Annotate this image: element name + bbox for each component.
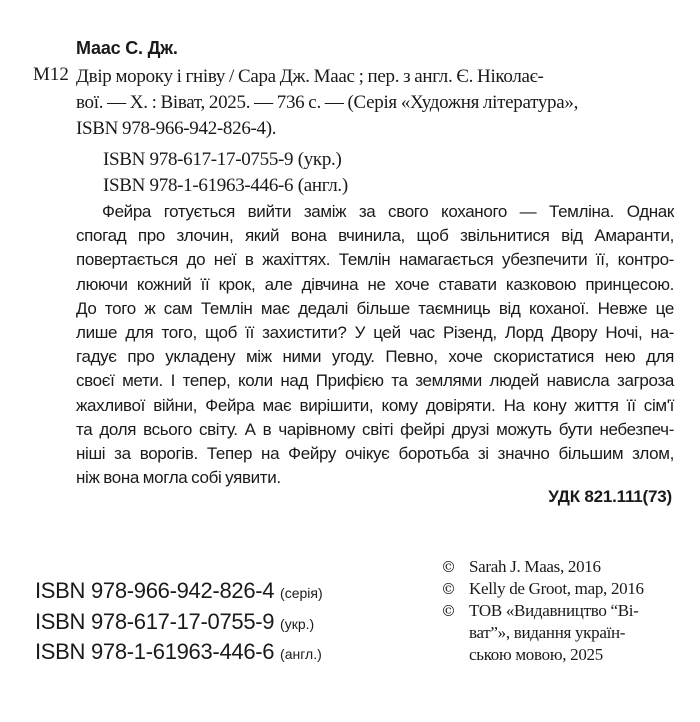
copyright-continuation: ською мовою, 2025 [469, 645, 603, 664]
copyright-icon: © [441, 580, 456, 598]
isbn-number: ISBN 978-1-61963-446-6 [35, 639, 275, 664]
copyright-icon: © [441, 558, 456, 576]
annotation-line: своєї мети. І тепер, коли над Прифією та землями людей нависла загроза [76, 371, 674, 391]
copyright-row [441, 556, 644, 578]
annotation-line: ніші за ворогів. Тепер на Фейру очікує боротьба зі значно більшим злом, [76, 444, 674, 464]
copyright-block [441, 556, 644, 666]
copyright-icon: © [441, 602, 456, 620]
bibliographic-description [76, 64, 672, 142]
annotation-line: та доля всього світу. А в чарівному світі фейрі друзі можуть бути небезпеч- [76, 419, 674, 439]
annotation-line: спогад про злочин, який вона вчинила, щоб звільнитися від Амаранти, [76, 226, 674, 246]
isbn-row [35, 577, 323, 608]
classification-code: М12 [33, 64, 69, 85]
copyright-row [441, 600, 644, 622]
isbn-row [35, 608, 323, 639]
isbn-tag: (серія) [280, 585, 323, 601]
copyright-continuation: ват”», видання україн- [469, 623, 626, 642]
copyright-row [441, 578, 644, 600]
biblio-line: ISBN 978-966-942-826-4). [76, 118, 277, 139]
copyright-text: Sarah J. Maas, 2016 [469, 557, 601, 576]
isbn-ukr: ISBN 978-617-17-0755-9 (укр.) [103, 149, 342, 170]
annotation-line: повертається до неї в жахіттях. Темлін намагається убезпечити її, контро- [76, 250, 674, 270]
author-name: Маас С. Дж. [76, 38, 178, 58]
edition-isbns [103, 147, 348, 199]
biblio-line: Двір мороку і гніву / Сара Дж. Маас ; пер. з англ. Є. Ніколає- [76, 66, 544, 87]
annotation-line: люючи кожний її крок, але дівчина не хоче ставати казковою принцесою. [76, 274, 674, 294]
copyright-text: Kelly de Groot, map, 2016 [469, 579, 644, 598]
biblio-line: вої. — Х. : Віват, 2025. — 736 с. — (Серія «Художня література», [76, 92, 579, 113]
annotation-line: гадує про укладену між ними угоду. Певно, хоче скористатися нею для [76, 347, 674, 367]
annotation-line: До того ж сам Темлін має дедалі більше таємниць від коханої. Невже це [76, 298, 674, 318]
annotation [76, 200, 674, 490]
isbn-list [35, 577, 323, 669]
isbn-number: ISBN 978-617-17-0755-9 [35, 608, 275, 634]
annotation-line: ніж вона могла собі уявити. [76, 468, 281, 488]
annotation-line: жахливої війни, Фейра має вирішити, кому довіряти. На кону життя її сім'ї [76, 395, 674, 415]
isbn-eng: ISBN 978-1-61963-446-6 (англ.) [103, 175, 348, 196]
udk-code: УДК 821.111(73) [548, 487, 672, 506]
isbn-row [35, 638, 323, 669]
copyright-text: ТОВ «Видавництво “Ві- [469, 601, 639, 620]
annotation-line: лише для того, щоб її захистити? У цей час Різенд, Лорд Двору Ночі, на- [76, 323, 674, 343]
isbn-tag: (укр.) [280, 615, 315, 632]
isbn-tag: (англ.) [280, 646, 322, 662]
annotation-line: Фейра готується вийти заміж за свого коханого — Темліна. Однак [102, 202, 674, 221]
isbn-number: ISBN 978-966-942-826-4 [35, 578, 275, 603]
